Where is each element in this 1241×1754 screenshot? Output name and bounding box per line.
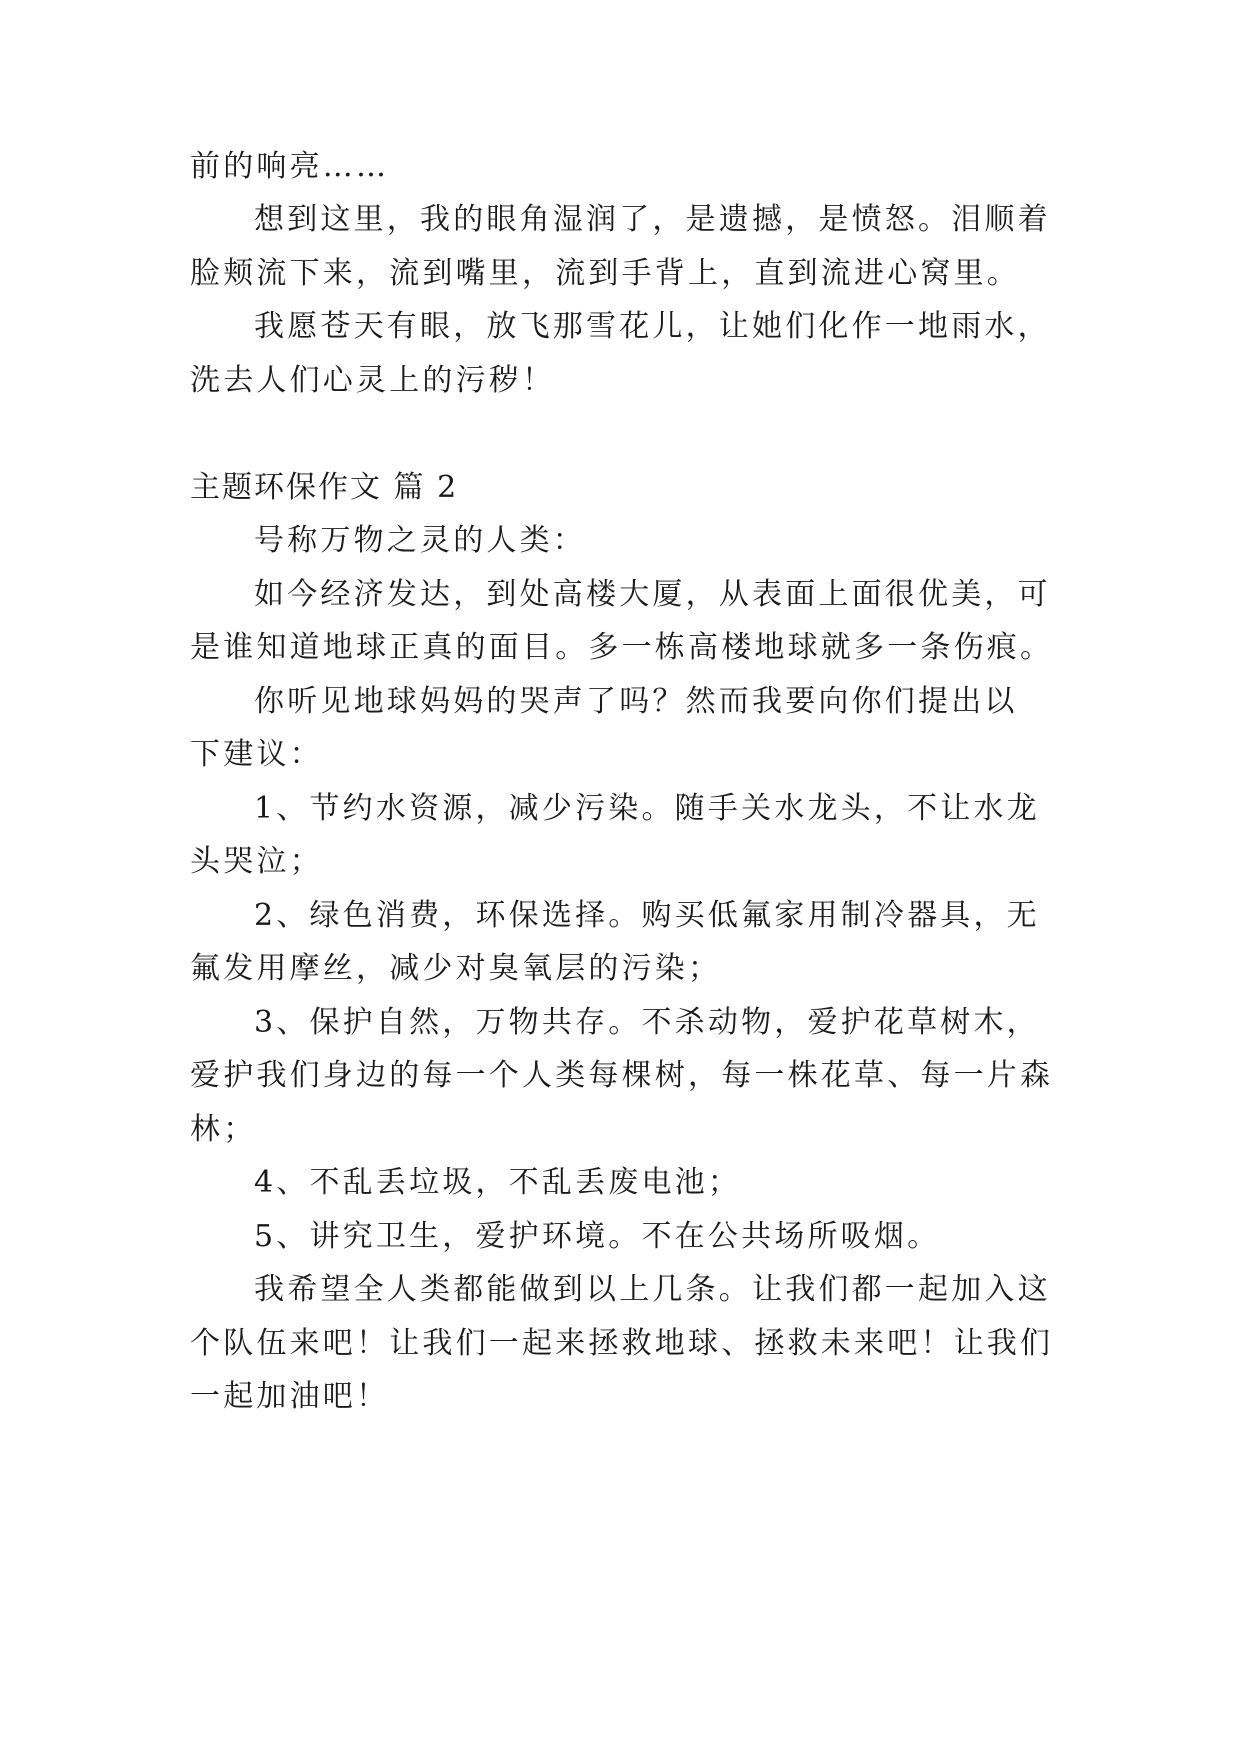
paragraph-start: 我愿苍天有眼，放飞那雪花儿，让她们化作一地雨水，	[254, 309, 1051, 344]
text-line: 一起加油吧！	[190, 1379, 390, 1414]
text-line: 爱护我们身边的每一个人类每棵树，每一株花草、每一片森	[190, 1058, 1054, 1093]
list-item-5: 5、讲究卫生，爱护环境。不在公共场所吸烟。	[254, 1219, 941, 1254]
text-line: 个队伍来吧！让我们一起来拯救地球、拯救未来吧！让我们	[190, 1326, 1054, 1361]
list-item-3: 3、保护自然，万物共存。不杀动物，爱护花草树木，	[254, 1005, 1040, 1040]
text-line: 是谁知道地球正真的面目。多一栋高楼地球就多一条伤痕。	[190, 630, 1054, 665]
paragraph-start: 想到这里，我的眼角湿润了，是遗撼，是愤怒。泪顺着	[254, 202, 1051, 237]
list-item-4: 4、不乱丢垃圾，不乱丢废电池；	[254, 1165, 742, 1200]
text-line: 前的响亮……	[190, 149, 390, 184]
text-line: 洗去人们心灵上的污秽！	[190, 363, 556, 398]
text-line: 脸颊流下来，流到嘴里，流到手背上，直到流进心窝里。	[190, 256, 1020, 291]
paragraph-start: 你听见地球妈妈的哭声了吗？然而我要向你们提出以	[254, 684, 1018, 719]
list-item-2: 2、绿色消费，环保选择。购买低氟家用制冷器具，无	[254, 898, 1040, 933]
text-line: 林；	[190, 1112, 257, 1147]
text-line: 下建议：	[190, 737, 323, 772]
text-line: 氟发用摩丝，减少对臭氧层的污染；	[190, 951, 722, 986]
paragraph-start: 如今经济发达，到处高楼大厦，从表面上面很优美，可	[254, 577, 1051, 612]
paragraph-start: 号称万物之灵的人类：	[254, 523, 586, 558]
section-heading: 主题环保作文 篇 2	[190, 470, 459, 505]
text-line: 头哭泣；	[190, 844, 323, 879]
list-item-1: 1、节约水资源，减少污染。随手关水龙头，不让水龙	[254, 791, 1040, 826]
paragraph-start: 我希望全人类都能做到以上几条。让我们都一起加入这	[254, 1272, 1051, 1307]
